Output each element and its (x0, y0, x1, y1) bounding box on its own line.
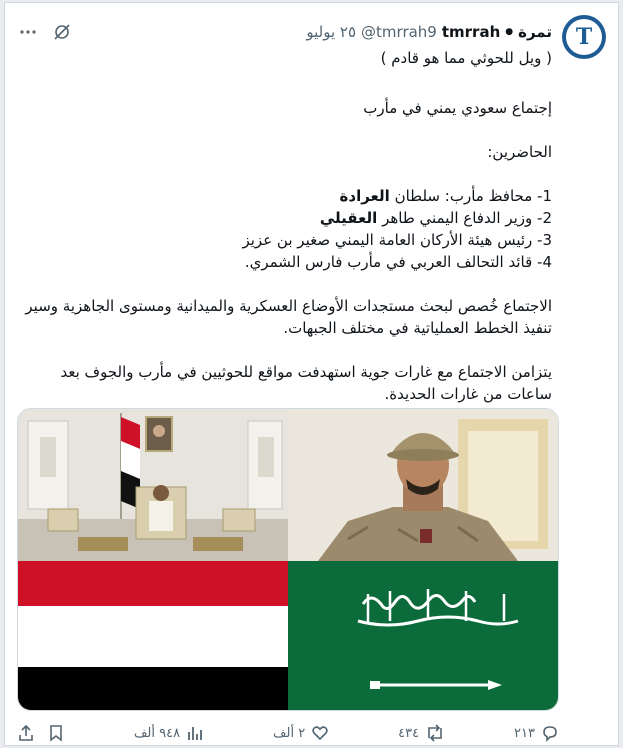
views-icon (186, 724, 204, 742)
avatar-logo: T (566, 19, 602, 55)
tweet-card (4, 2, 619, 746)
media-collage (18, 409, 559, 711)
display-name[interactable]: تمرة (518, 23, 552, 41)
share-button[interactable] (17, 724, 35, 742)
tweet-text (22, 47, 552, 405)
top-icons (17, 21, 73, 43)
soldier-photo (288, 409, 559, 561)
tweet-line: إجتماع سعودي يمني في مأرب (363, 99, 552, 117)
tweet-line (22, 185, 552, 207)
more-icon[interactable] (17, 21, 39, 43)
tweet-line-part: 1- محافظ مأرب: سلطان (394, 187, 552, 205)
tweet-line: يتزامن الاجتماع مع غارات جوية استهدفت مواقع للحوثيين في مأرب والجوف بعد ساعات من غارات الحديدة. (60, 363, 552, 403)
bookmark-button[interactable] (47, 724, 65, 742)
action-left-group (17, 724, 65, 742)
like-button[interactable] (273, 724, 329, 742)
views-count: ٩٤٨ ألف (133, 725, 181, 741)
retweet-icon (425, 724, 445, 742)
tweet-header (306, 21, 552, 43)
meeting-photo (18, 409, 288, 561)
replies-count: ٢١٣ (514, 725, 535, 741)
avatar[interactable] (562, 15, 606, 59)
tweet (5, 3, 619, 746)
saudi-flag (288, 561, 559, 711)
retweet-button[interactable] (398, 724, 445, 742)
yemen-flag (18, 561, 288, 711)
username[interactable]: tmrrah (441, 23, 501, 41)
tweet-line (22, 207, 552, 229)
tweet-line-part: 2- وزير الدفاع اليمني طاهر (382, 209, 552, 227)
likes-count: ٢ ألف (273, 725, 306, 741)
bold-name: العرادة (339, 187, 390, 205)
grok-icon[interactable] (51, 21, 73, 43)
share-icon (17, 724, 35, 742)
tweet-line: 4- قائد التحالف العربي في مأرب فارس الشمري. (244, 253, 552, 271)
tweet-line: الاجتماع خُصص لبحث مستجدات الأوضاع العسكرية والميدانية ومستوى الجاهزية وسير تنفيذ الخطط العملياتية في مختلف الجبهات. (25, 297, 552, 337)
tweet-line: ( ويل للحوثي مما هو قادم ) (380, 49, 552, 67)
like-icon (311, 724, 329, 742)
tweet-line: 3- رئيس هيئة الأركان العامة اليمني صغير بن عزيز (242, 231, 552, 249)
separator-dot: ● (505, 27, 514, 37)
reply-button[interactable] (514, 724, 559, 742)
tweet-media[interactable] (17, 408, 559, 711)
bold-name: العقيلي (319, 209, 378, 227)
retweets-count: ٤٣٤ (398, 725, 420, 741)
bookmark-icon (47, 724, 65, 742)
reply-icon (541, 724, 559, 742)
action-bar (17, 721, 559, 745)
handle[interactable]: @tmrrah9 (361, 23, 437, 41)
views-button[interactable] (134, 724, 204, 742)
tweet-line: الحاضرين: (487, 143, 552, 161)
date[interactable]: ٢٥ يوليو (306, 23, 357, 41)
